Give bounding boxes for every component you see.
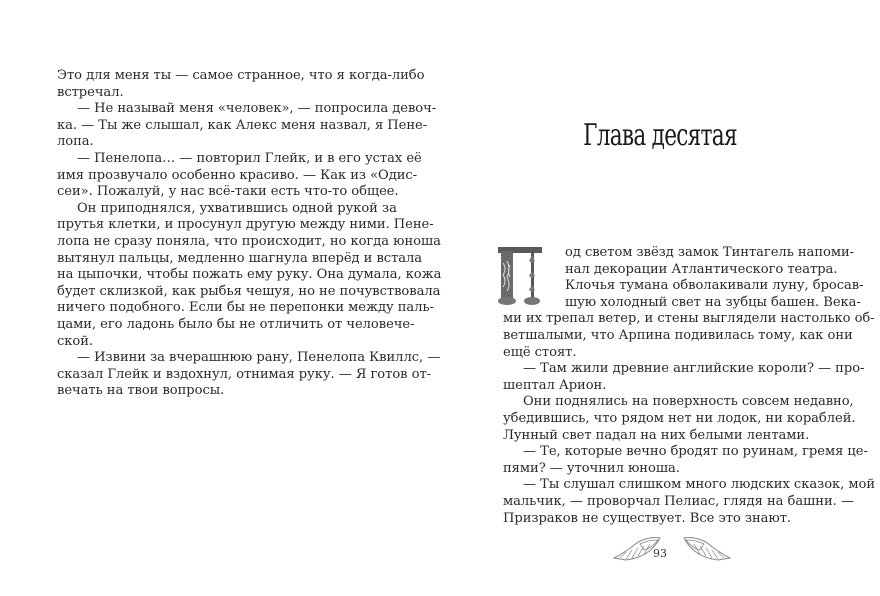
text-line: ка. — Ты же слышал, как Алекс меня назвал, я Пене- <box>57 117 428 133</box>
dropcap-paragraph <box>503 245 864 311</box>
chapter-title: Глава десятая <box>583 118 737 153</box>
text-line: встречал. <box>57 84 124 100</box>
text-line: прутья клетки, и просунул другую между ними. Пене- <box>57 217 434 233</box>
text-line: ми их трепал ветер, и стены выглядели настолько об- <box>503 311 875 327</box>
text-line: на цыпочки, чтобы пожать ему руку. Она думала, кожа <box>57 267 442 283</box>
text-line: Они поднялись на поверхность совсем недавно, <box>523 394 854 410</box>
text-line: шептал Арион. <box>503 377 607 393</box>
text-line: — Извини за вчерашнюю рану, Пенелопа Квиллс, — <box>77 350 441 366</box>
text-line: будет склизкой, как рыбья чешуя, но не почувствовала <box>57 283 441 299</box>
text-line: Он приподнялся, ухватившись одной рукой за <box>77 200 397 216</box>
text-line: ветшалыми, что Арпина подивилась тому, как они <box>503 327 853 343</box>
right-page-text <box>503 245 876 527</box>
text-line: лопа не сразу поняла, что происходит, но когда юноша <box>57 233 441 249</box>
right-page <box>440 0 880 596</box>
text-line: Призраков не существует. Все это знают. <box>503 510 792 526</box>
text-line: вечать на твои вопросы. <box>57 383 225 399</box>
text-line: ничего подобного. Если бы не перепонки между паль- <box>57 300 434 316</box>
text-line: сеи». Пожалуй, у нас всё-таки есть что-то общее. <box>57 184 399 200</box>
text-line: цами, его ладонь было бы не отличить от человече- <box>57 316 415 332</box>
text-line: вытянул пальцы, медленно шагнула вперёд и встала <box>57 250 423 266</box>
text-line: нал декорации Атлантического театра. <box>565 261 838 277</box>
text-line: лопа. <box>57 134 94 150</box>
page-number: 93 <box>653 547 667 560</box>
text-line: пями? — уточнил юноша. <box>503 460 680 476</box>
text-line: — Пенелопа… — повторил Глейк, и в его устах её <box>77 150 422 166</box>
text-line: убедившись, что рядом нет ни лодок, ни кораблей. <box>503 410 856 426</box>
text-line: шую холодный свет на зубцы башен. Века- <box>565 294 861 310</box>
text-line: — Не называй меня «человек», — попросила девоч- <box>77 101 437 117</box>
text-line: мальчик, — проворчал Пелиас, глядя на башни. — <box>503 493 854 509</box>
text-line: — Там жили древние английские короли? — про- <box>523 361 865 377</box>
text-line: Лунный свет падал на них белыми лентами. <box>503 427 810 443</box>
text-line: имя прозвучало особенно красиво. — Как из «Одис- <box>57 167 418 183</box>
text-line: — Те, которые вечно бродят по руинам, гремя це- <box>523 444 868 460</box>
text-line: сказал Глейк и вздохнул, отнимая руку. — Я готов от- <box>57 366 432 382</box>
text-line: Клочья тумана обволакивали луну, бросав- <box>565 278 864 294</box>
text-line: ещё стоят. <box>503 344 577 360</box>
shell-ornament-right-icon <box>680 534 732 562</box>
text-line: Это для меня ты — самое странное, что я когда-либо <box>57 68 425 83</box>
text-line: ской. <box>57 333 94 349</box>
left-page-text <box>57 68 442 400</box>
text-line: од светом звёзд замок Тинтагель напоми- <box>565 245 855 260</box>
text-line: — Ты слушал слишком много людских сказок, мой <box>523 477 876 493</box>
